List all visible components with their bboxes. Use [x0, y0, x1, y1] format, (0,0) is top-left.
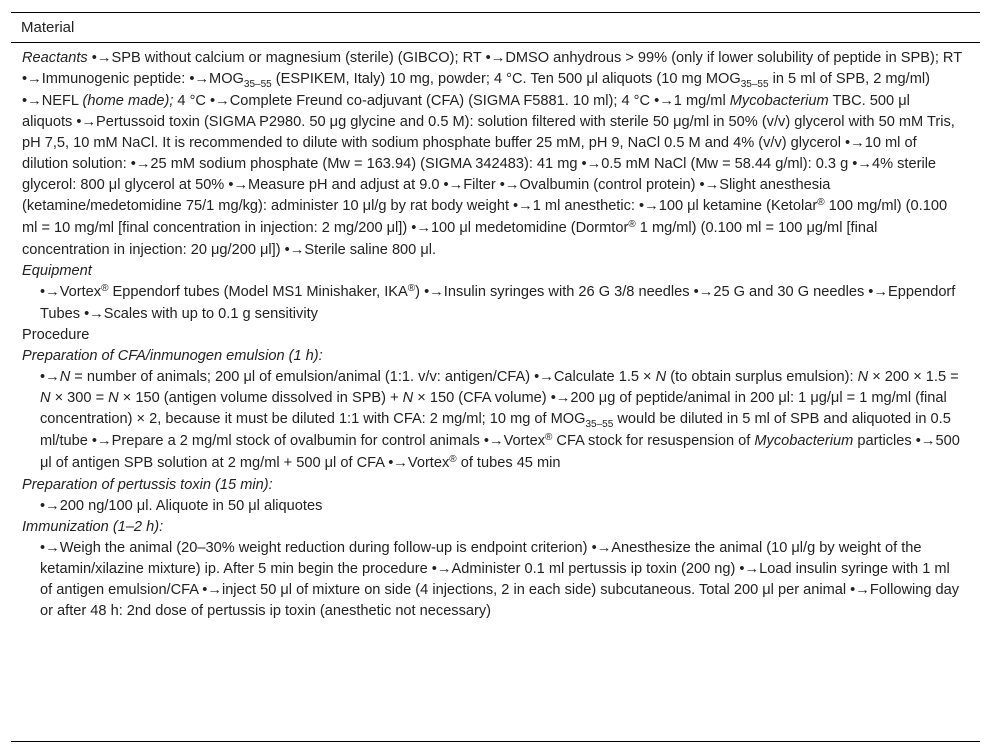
registered-mark: ®	[545, 432, 553, 443]
reactants-paragraph: Reactants •→SPB without calcium or magnesium (sterile) (GIBCO); RT •→DMSO anhydrous > 99% (only if lower solubility of peptide in SPB); RT •→Immunogenic peptide: $•\to MOG_{35-55}$ (ESPIKEM, Italy) 10 mg, powder; 4 °C. Ten 500 μl aliquots (10 mg $MOG_{35-55}$ in 5 ml of SPB, 2 mg/ml) •→NEFL (home made); 4 °C •→Complete Freund co-adjuvant (CFA) (SIGMA F5881. 10 ml); 4 °C •→1 mg/ml Mycobacterium TBC. 500 μl aliquots •→Pertussoid toxin (SIGMA P2980. 50 μg glycine and 0.5 M): solution filtered with sterile 50 μg/ml in 50% (v/v) glycerol with 50 mM Tris, pH 7,5, 10 mM NaCl. It is recommended to dilute with sodium phosphate buffer 25 mM, pH 9, NaCl 0.5 M and 4% (v/v) glycerol •→10 ml of dilution solution: •→25 mM sodium phosphate (Mw = 163.94) (SIGMA 342483): 41 mg •→0.5 mM NaCl (Mw = 58.44 g/ml): 0.3 g •→4% sterile glycerol: 800 μl glycerol at 50% •→Measure pH and adjust at 9.0 •→Filter •→Ovalbumin (control protein) •→Slight anesthesia (ketamine/medetomidine 75/1 mg/kg): administer 10 μl/g by rat body weight •→1 ml anesthetic: •→100 μl ketamine (Ketolar® 100 mg/ml) (0.100 ml = 10 mg/ml [final concentration in injection: 2 mg/200 μl]) •→100 μl medetomidine (Dormtor® 1 mg/ml) (0.100 ml = 100 μg/ml [final concentration in injection: 20 μg/200 μl]) •→Sterile saline 800 μl.	[22, 50, 962, 258]
table-top-rule	[11, 12, 980, 13]
immunization-paragraph: •→Weigh the animal (20–30% weight reduction during follow-up is endpoint criterion) •→Anesthesize the animal (10 μl/g by weight of the ketamin/xilazine mixture) ip. After 5 min begin the procedure •→Administer 0.1 ml pertussis ip toxin (200 ng) •→Load insulin syringe with 1 ml of antigen emulsion/CFA •→inject 50 μl of mixture on side (4 injections, 2 in each side) subcutaneous. Total 200 μl per animal •→Following day or after 48 h: 2nd dose of pertussis ip toxin (anesthetic not necessary)	[40, 540, 960, 619]
registered-mark: ®	[628, 219, 636, 230]
registered-mark: ®	[407, 283, 416, 294]
registered-mark: ®	[101, 283, 109, 294]
table-bottom-rule	[11, 741, 980, 742]
registered-mark: ®	[449, 454, 457, 465]
cfa-paragraph: •→N = number of animals; 200 μl of emulsion/animal (1:1. v/v: antigen/CFA) •→Calculate 1.5 × N (to obtain surplus emulsion): N × 200 × 1.5 = N × 300 = N × 150 (antigen volume dissolved in SPB) + N × 150 (CFA volume) •→200 μg of peptide/animal in 200 μl: 1 μg/μl = 1 mg/ml (final concentration) × 2, because it must be diluted 1:1 with CFA: 2 mg/ml; 10 mg of $MOG_{35-55}$ would be diluted in 5 ml of SPB and aliquoted in 0.5 ml/tube •→Prepare a 2 mg/ml stock of ovalbumin for control animals •→Vortex® CFA stock for resuspension of Mycobacterium particles •→500 μl of antigen SPB solution at 2 mg/ml + 500 μl of CFA •→Vortex® of tubes 45 min	[40, 369, 960, 471]
mog-subscript: 35–55	[243, 79, 272, 90]
immunization-heading: Immunization (1–2 h):	[22, 519, 164, 535]
pertussis-paragraph: •→200 ng/100 μl. Aliquote in 50 μl aliquotes	[40, 498, 323, 514]
registered-mark: ®	[817, 197, 825, 208]
procedure-label: Procedure	[22, 327, 90, 343]
equipment-label: Equipment	[22, 263, 92, 279]
table-body	[22, 48, 962, 622]
cfa-heading: Preparation of CFA/inmunogen emulsion (1 h):	[22, 348, 323, 364]
pertussis-heading: Preparation of pertussis toxin (15 min):	[22, 477, 273, 493]
reactants-label: Reactants	[22, 50, 88, 66]
equipment-paragraph: •→Vortex® Eppendorf tubes (Model MS1 Minishaker, IKA®) •→Insulin syringes with 26 G 3/8 needles •→25 G and 30 G needles •→Eppendorf Tubes •→Scales with up to 0.1 g sensitivity	[40, 283, 956, 322]
table-header-rule	[11, 42, 980, 43]
table-header: Material	[21, 19, 75, 36]
